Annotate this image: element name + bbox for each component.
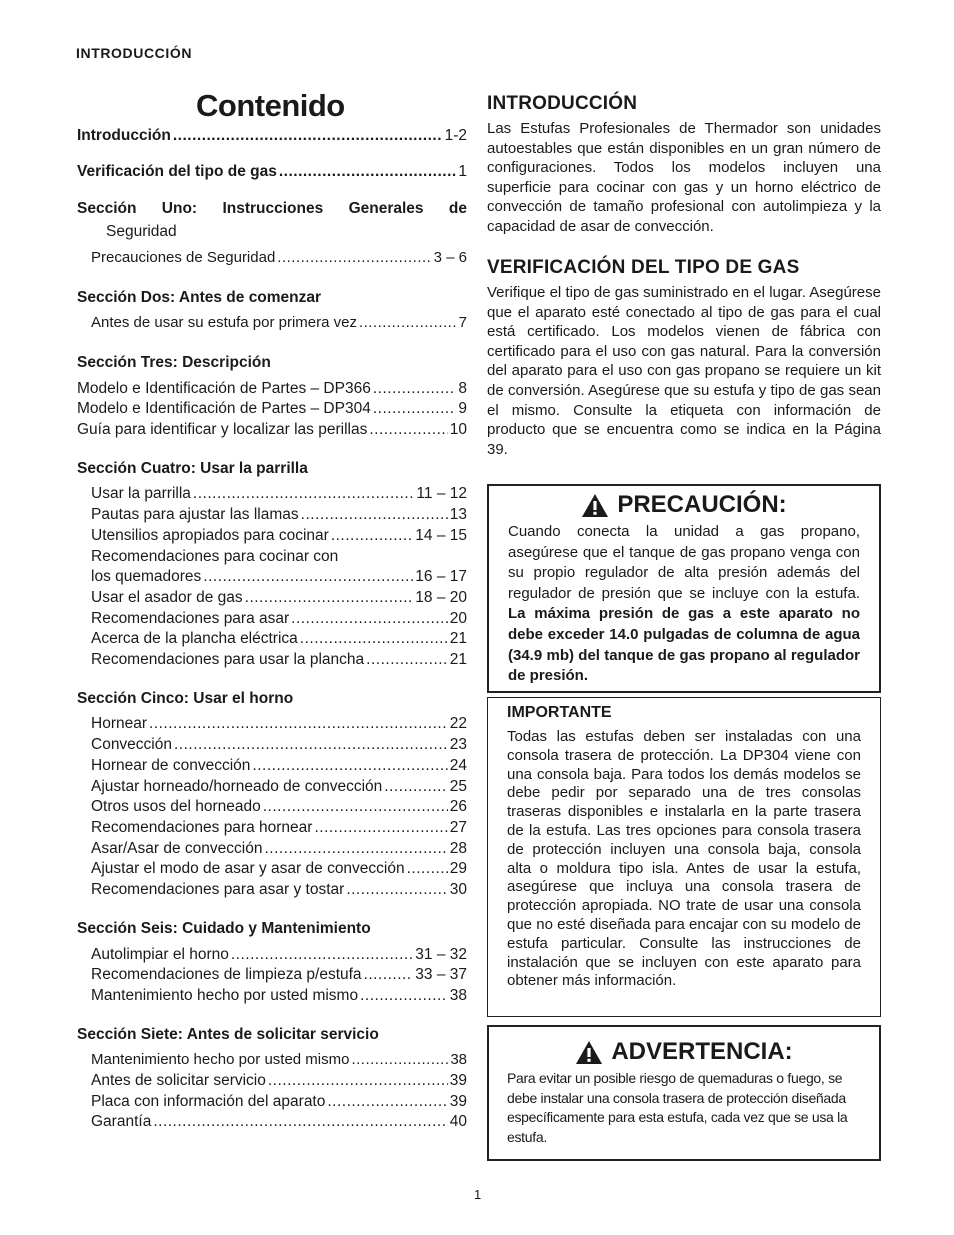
toc-entry[interactable] (77, 379, 467, 400)
toc-entry-page: 38 (450, 1051, 467, 1069)
toc-entry-page: 40 (449, 1113, 467, 1131)
toc-leader (364, 965, 414, 986)
toc-entry-label: Recomendaciones de limpieza p/estufa (91, 966, 362, 984)
toc-leader (173, 126, 443, 147)
toc-entry-label: Hornear de convección (91, 756, 251, 774)
toc-section-heading: Sección Uno: Instrucciones Generales de (77, 200, 467, 218)
intro-text: Las Estufas Profesionales de Thermador son unidades autoestables que están disponibles en un gran número de configuraciones. Todos los modelos incluyen una superficie para cocinar con gas y un horno eléctrico de convección de tamaño profesional con autolimpieza y la capacidad de asar de convección. (487, 120, 881, 235)
toc-entry-label: los quemadores (91, 568, 202, 586)
toc-entry-page: 33 – 37 (415, 966, 467, 984)
toc-entry-page: 28 (449, 839, 467, 857)
toc-entry-page: 8 (458, 379, 467, 397)
important-title: IMPORTANTE (507, 704, 612, 721)
toc-entry-page: 10 (449, 421, 467, 439)
toc-entry-label: Autolimpiar el horno (91, 945, 229, 963)
toc-entry[interactable] (77, 629, 467, 650)
toc-entry[interactable] (77, 567, 467, 588)
caution-text (489, 522, 879, 687)
toc-entry[interactable] (77, 797, 467, 818)
toc-leader (174, 735, 448, 756)
toc-entry-label: Usar la parrilla (91, 485, 191, 503)
toc-entry-label: Antes de solicitar servicio (91, 1072, 266, 1090)
toc-entry[interactable] (77, 588, 467, 609)
toc-entry-label: Mantenimiento hecho por usted mismo (91, 1051, 350, 1069)
toc-entry-page: 20 (449, 609, 467, 627)
toc-entry-page: 26 (449, 798, 467, 816)
toc-entry-label: Pautas para ajustar las llamas (91, 506, 299, 524)
toc-leader (291, 609, 448, 630)
toc-entry[interactable] (77, 756, 467, 777)
toc-entry-label: Otros usos del horneado (91, 798, 261, 816)
caution-title: PRECAUCIÓN: (617, 491, 787, 518)
toc-leader (149, 714, 448, 735)
toc-leader (327, 1092, 447, 1113)
toc-entry[interactable] (77, 986, 467, 1007)
toc-entry[interactable] (77, 1112, 467, 1133)
toc-section-heading: Sección Cinco: Usar el horno (77, 689, 294, 707)
toc-entry-label: Recomendaciones para asar y tostar (91, 881, 345, 899)
toc-entry-page: 9 (458, 400, 467, 418)
toc-leader (331, 526, 413, 547)
toc-section-heading: Sección Dos: Antes de comenzar (77, 288, 322, 306)
toc-leader (373, 399, 457, 420)
toc-entry-label: Guía para identificar y localizar las perillas (77, 421, 368, 439)
toc-entry[interactable] (77, 880, 467, 901)
toc-leader (277, 248, 431, 269)
warning-text: Para evitar un posible riesgo de quemaduras o fuego, se debe instalar una consola trasera de protección diseñada específicamente para esta estufa, cada vez que se usa la estufa. (507, 1070, 848, 1145)
toc-entry-page: 39 (449, 1092, 467, 1110)
toc-leader (252, 756, 447, 777)
toc-entry-label: Antes de usar su estufa por primera vez (91, 314, 357, 332)
toc-entry-page: 1-2 (444, 127, 467, 144)
toc-leader (369, 420, 447, 441)
toc-entry[interactable] (77, 818, 467, 839)
intro-section (487, 93, 881, 237)
toc-entry-page: 29 (449, 860, 467, 878)
toc-leader (203, 567, 413, 588)
toc-entry-label: Ajustar horneado/horneado de convección (91, 777, 383, 795)
toc-entry-label: Placa con información del aparato (91, 1092, 326, 1110)
toc-leader (351, 1050, 448, 1071)
toc-entry-label: Recomendaciones para cocinar con (91, 547, 339, 565)
toc-leader (346, 880, 447, 901)
toc-entry-label: Garantía (91, 1113, 152, 1131)
table-of-contents (77, 126, 467, 1133)
toc-entry[interactable] (77, 650, 467, 671)
gas-check-section (487, 257, 881, 459)
caution-text-normal: Cuando conecta la unidad a gas propano, asegúrese que el tanque de gas propano venga con su propio regulador de alta presión además del regulador de presión que se incluye con la estufa. (508, 523, 860, 602)
toc-leader (314, 818, 447, 839)
toc-entry[interactable] (77, 420, 467, 441)
toc-entry-label: Utensilios apropiados para cocinar (91, 526, 329, 544)
important-box (487, 697, 881, 1017)
toc-entry[interactable] (77, 777, 467, 798)
toc-entry[interactable] (77, 859, 467, 880)
toc-title: Contenido (196, 88, 345, 123)
toc-entry-page: 21 (449, 651, 467, 669)
toc-entry-label: Recomendaciones para usar la plancha (91, 651, 365, 669)
caution-box (487, 484, 881, 693)
toc-entry-page: 27 (449, 818, 467, 836)
toc-leader (301, 505, 448, 526)
toc-leader (279, 162, 457, 183)
toc-entry[interactable] (77, 248, 467, 269)
toc-entry-page: 25 (449, 777, 467, 795)
toc-leader (360, 986, 448, 1007)
toc-entry-label: Introducción (77, 127, 171, 144)
toc-entry-page: 21 (449, 630, 467, 648)
toc-entry-page: 14 – 15 (415, 526, 467, 544)
toc-entry-page: 30 (449, 881, 467, 899)
page-number: 1 (474, 1187, 482, 1202)
toc-entry[interactable] (77, 609, 467, 630)
toc-entry[interactable] (77, 945, 467, 966)
toc-entry[interactable] (77, 1092, 467, 1113)
toc-entry-page: 13 (449, 506, 467, 524)
toc-entry-page: 24 (449, 756, 467, 774)
section-header-label: INTRODUCCIÓN (76, 45, 193, 61)
toc-leader (384, 777, 447, 798)
toc-entry-label: Hornear (91, 715, 147, 733)
caution-text-bold: La máxima presión de gas a este aparato no debe exceder 14.0 pulgadas de columna de agua (34.9 mb) del tanque de gas propano al regulador de presión. (508, 605, 860, 685)
toc-entry[interactable] (77, 162, 467, 183)
toc-leader (373, 379, 457, 400)
toc-entry-label: Asar/Asar de convección (91, 839, 263, 857)
warning-triangle-icon (581, 493, 609, 518)
toc-entry-label: Acerca de la plancha eléctrica (91, 630, 298, 648)
toc-section-heading-cont: Seguridad (106, 223, 177, 241)
toc-section-heading: Sección Cuatro: Usar la parrilla (77, 459, 308, 477)
toc-entry[interactable] (77, 965, 467, 986)
toc-entry[interactable] (77, 399, 467, 420)
toc-entry-label: Recomendaciones para hornear (91, 818, 313, 836)
toc-entry-page: 16 – 17 (415, 568, 467, 586)
toc-entry[interactable] (77, 1071, 467, 1092)
toc-entry-page: 11 – 12 (416, 485, 467, 503)
toc-entry[interactable] (77, 735, 467, 756)
toc-leader (245, 588, 414, 609)
toc-entry-label: Convección (91, 736, 172, 754)
toc-entry[interactable] (77, 505, 467, 526)
toc-entry-label: Modelo e Identificación de Partes – DP366 (77, 379, 371, 397)
toc-entry-label: Precauciones de Seguridad (91, 248, 276, 266)
warning-title: ADVERTENCIA: (611, 1038, 793, 1065)
important-text: Todas las estufas deben ser instaladas con una consola trasera de protección. La DP304 viene con una consola baja. Para todos los demás modelos se debe pedir por separado una de tres consolas traseras disponibles e instalarla en la parte trasera de la estufa. Las tres opciones para consola trasera de protección incluyen una consola baja, consola alta o moldura tipo isla. Antes de usar la estufa, asegúrese que incluya una consola trasera de protección apropiada. NO trate de usar una consola que no esté diseñada para encajar con su modelo de estufa particular. Consulte las instrucciones de instalación que se incluyen con este aparato para obtener más información. (507, 728, 861, 990)
toc-entry-page: 18 – 20 (415, 588, 467, 606)
toc-entry[interactable] (77, 839, 467, 860)
toc-entry[interactable] (77, 526, 467, 547)
toc-entry-label: Verificación del tipo de gas (77, 162, 277, 180)
toc-entry[interactable] (77, 714, 467, 735)
toc-leader (193, 484, 415, 505)
intro-heading: INTRODUCCIÓN (487, 93, 638, 114)
toc-leader (300, 629, 448, 650)
toc-entry[interactable] (77, 313, 467, 334)
toc-entry-label: Usar el asador de gas (91, 588, 243, 606)
toc-entry-page: 3 – 6 (433, 248, 467, 266)
toc-leader (359, 313, 457, 334)
toc-entry-page: 22 (449, 715, 467, 733)
toc-entry-label: Recomendaciones para asar (91, 609, 290, 627)
toc-entry-page: 7 (458, 314, 467, 332)
toc-entry-label: Mantenimiento hecho por usted mismo (91, 986, 359, 1004)
gas-check-text: Verifique el tipo de gas suministrado en el lugar. Asegúrese que el aparato esté conectado al tipo de gas para el cual está certificado. Los modelos vienen de fábrica con certificado para el uso con gas natural. Para la conversión del aparato para el uso con gas propano se requiere un kit de conversión. Asegúrese que su estufa y tipo de gas sean el mismo. Consulte la etiqueta con información de producto que se encuentra como se indica en la Página 39. (487, 284, 881, 458)
warning-title-row (489, 1038, 879, 1066)
toc-entry-page: 23 (449, 736, 467, 754)
toc-entry[interactable] (77, 484, 467, 505)
toc-leader (153, 1112, 447, 1133)
toc-leader (231, 945, 413, 966)
toc-entry-page: 1 (458, 162, 467, 180)
toc-entry-page: 31 – 32 (415, 945, 467, 963)
toc-leader (264, 839, 447, 860)
toc-section-heading: Sección Tres: Descripción (77, 353, 271, 371)
toc-entry-page: 39 (449, 1072, 467, 1090)
toc-leader (268, 1071, 448, 1092)
toc-entry[interactable] (77, 1050, 467, 1071)
toc-entry-label: Ajustar el modo de asar y asar de convección (91, 860, 405, 878)
warning-triangle-icon (575, 1040, 603, 1065)
toc-entry-label: Modelo e Identificación de Partes – DP304 (77, 400, 371, 418)
toc-entry-page: 38 (449, 986, 467, 1004)
toc-leader (263, 797, 448, 818)
caution-title-row (489, 491, 879, 519)
toc-leader (407, 859, 448, 880)
warning-box (487, 1025, 881, 1161)
toc-leader (366, 650, 448, 671)
toc-entry[interactable] (77, 126, 467, 147)
gas-check-heading: VERIFICACIÓN DEL TIPO DE GAS (487, 257, 800, 278)
toc-section-heading: Sección Siete: Antes de solicitar servicio (77, 1025, 379, 1043)
toc-section-heading: Sección Seis: Cuidado y Mantenimiento (77, 919, 371, 937)
